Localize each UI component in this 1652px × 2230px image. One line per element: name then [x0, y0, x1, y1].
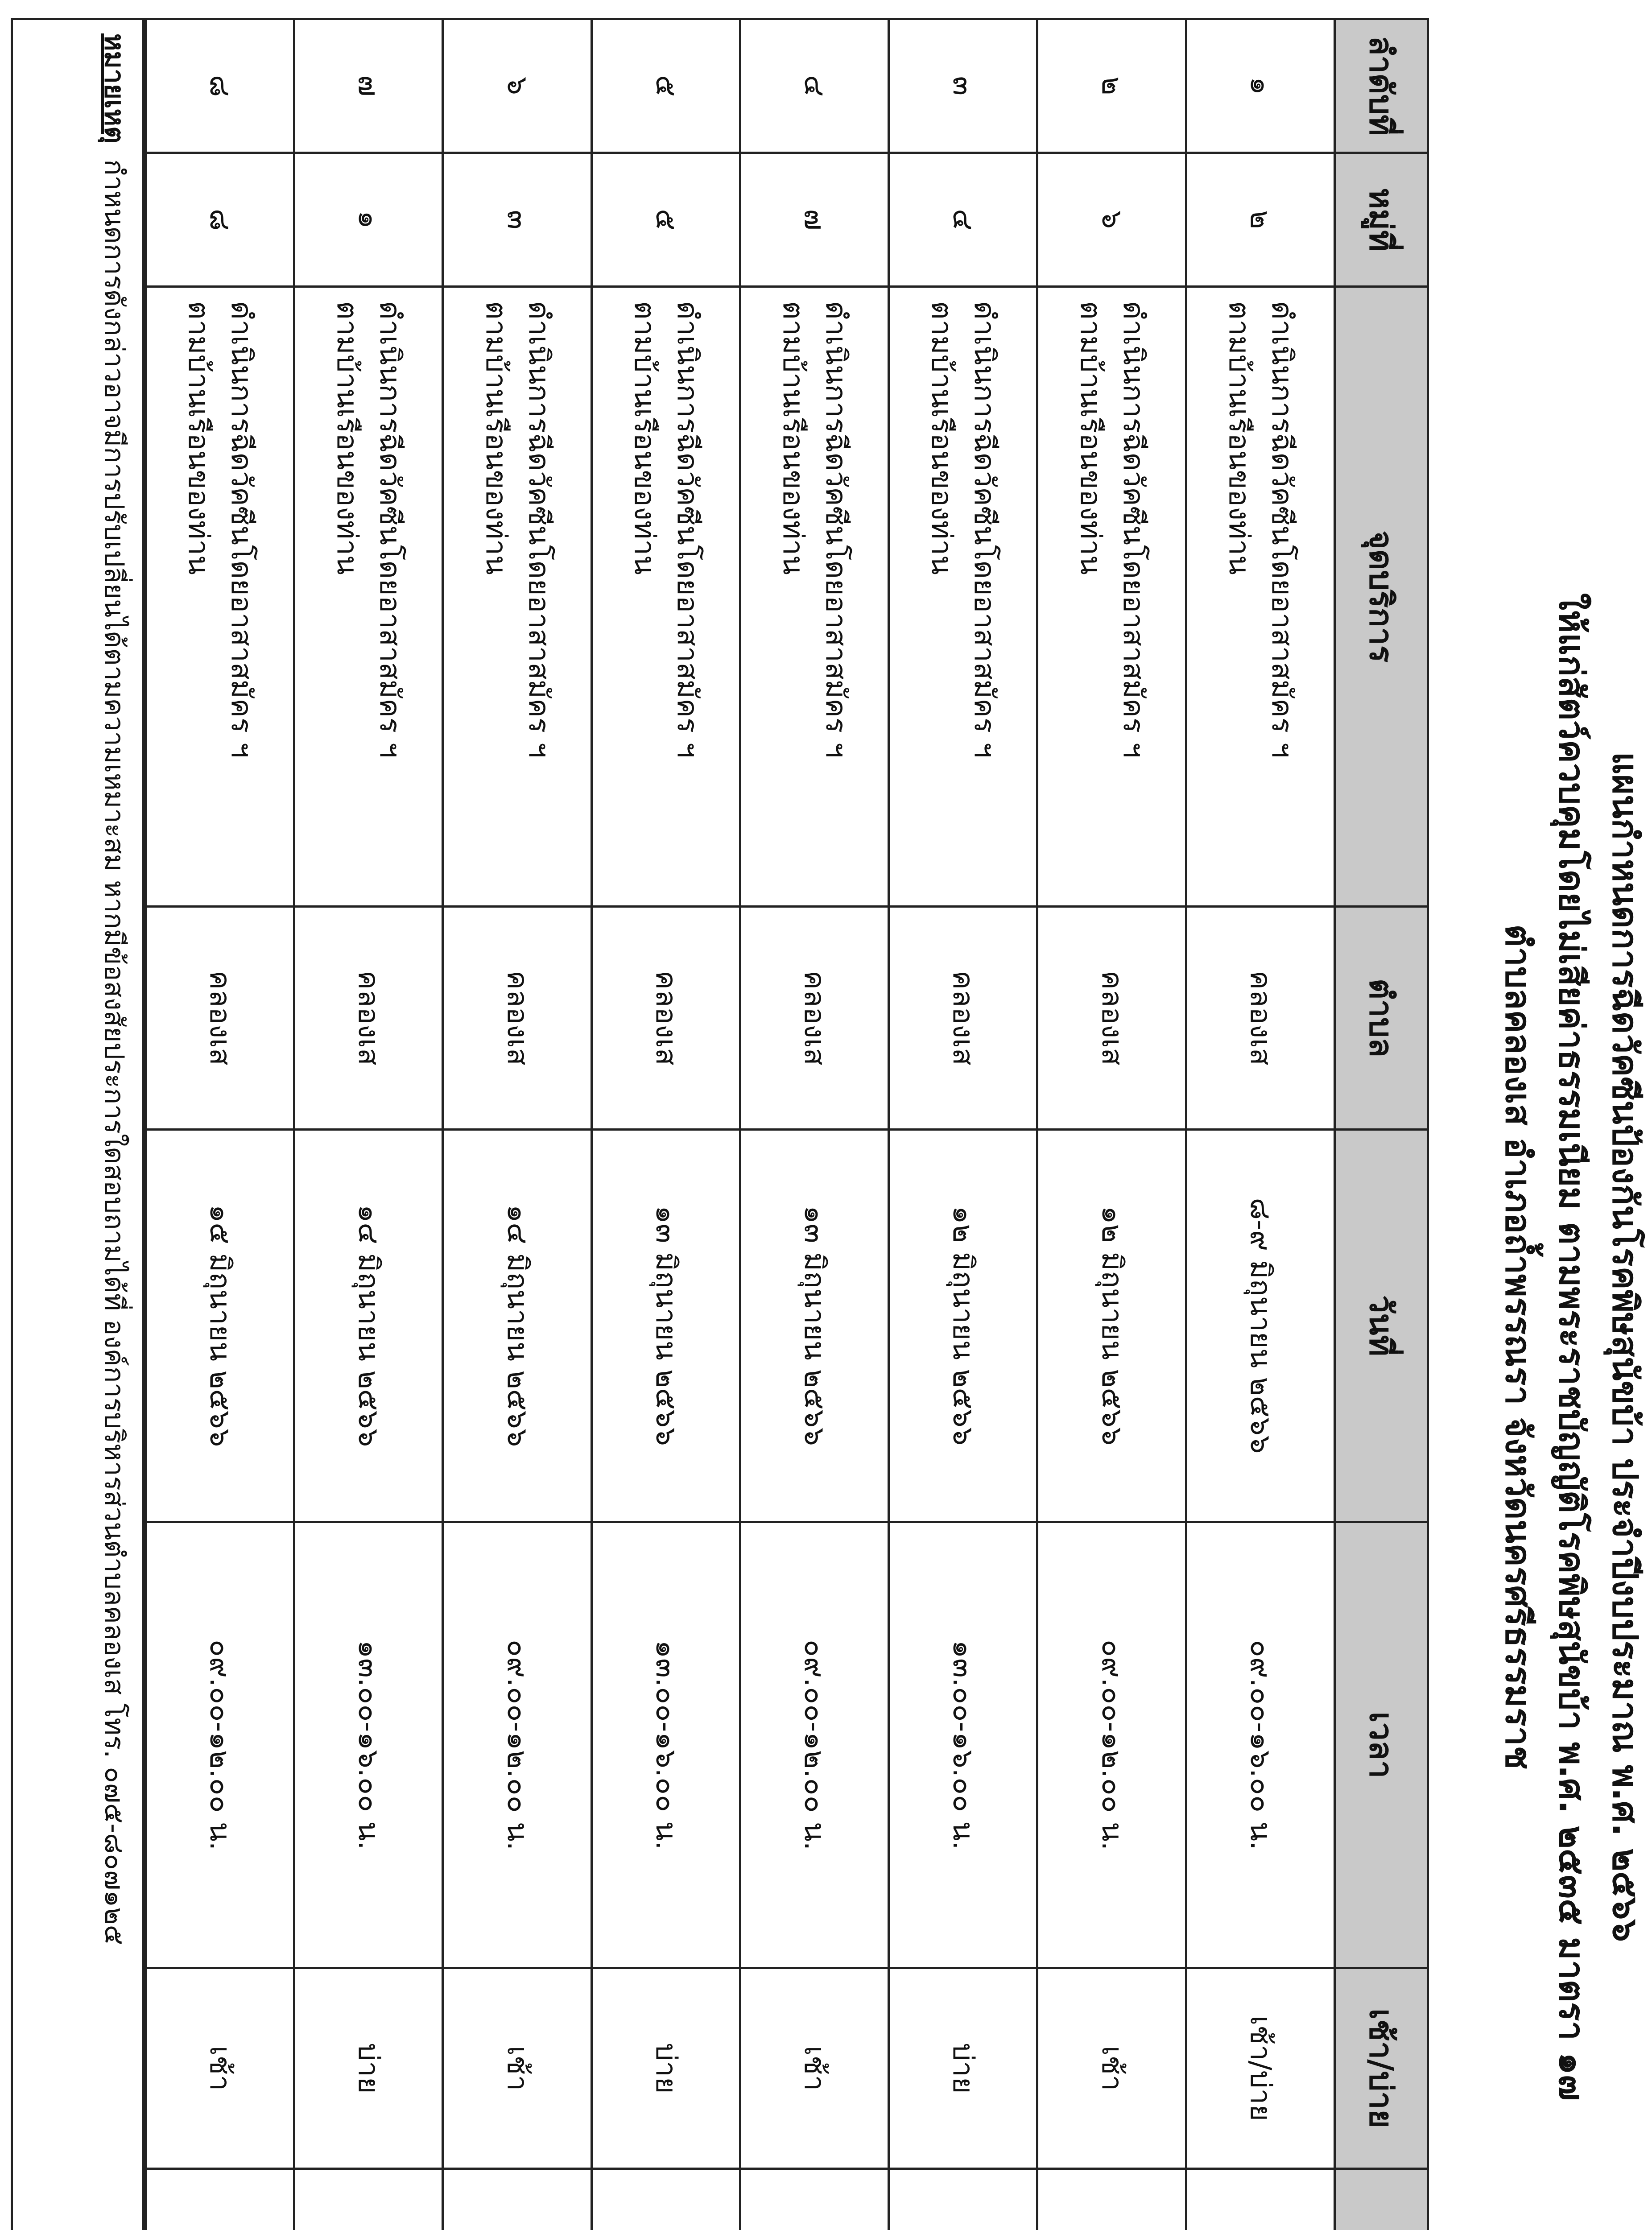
table-row	[294, 19, 443, 2230]
cell-village: ๘	[146, 153, 294, 287]
cell-subdistrict: คลองเส	[1186, 907, 1334, 1130]
service-line-1: ดำเนินการฉีดวัคซีนโดยอาสาสมัคร ฯ	[1265, 301, 1298, 758]
cell-period: บ่าย	[889, 1968, 1037, 2169]
cell-subdistrict: คลองเส	[443, 907, 591, 1130]
cell-time: ๑๓.๐๐-๑๖.๐๐ น.	[889, 1522, 1037, 1968]
table-row	[443, 19, 591, 2230]
cell-remark	[146, 2169, 294, 2230]
cell-village: ๓	[443, 153, 591, 287]
service-line-2: ตามบ้านเรือนของท่าน	[776, 301, 810, 575]
cell-time: ๐๙.๐๐-๑๒.๐๐ น.	[1037, 1522, 1186, 1968]
cell-remark	[1186, 2169, 1334, 2230]
table-row	[146, 19, 294, 2230]
header-remark	[1335, 2169, 1428, 2230]
cell-seq: ๘	[146, 19, 294, 153]
cell-period: เช้า	[1037, 1968, 1186, 2169]
cell-period: บ่าย	[294, 1968, 443, 2169]
cell-period: เช้า	[740, 1968, 889, 2169]
footnote-label: หมายเหตุ	[99, 33, 130, 144]
table-header-row	[1335, 19, 1428, 2230]
cell-service	[591, 287, 740, 907]
cell-subdistrict: คลองเส	[740, 907, 889, 1130]
service-line-1: ดำเนินการฉีดวัคซีนโดยอาสาสมัคร ฯ	[968, 301, 1001, 758]
cell-remark	[740, 2169, 889, 2230]
cell-service	[294, 287, 443, 907]
cell-remark	[294, 2169, 443, 2230]
header-village: หมู่ที่	[1335, 153, 1428, 287]
cell-subdistrict: คลองเส	[146, 907, 294, 1130]
cell-service	[889, 287, 1037, 907]
cell-date: ๑๓ มิถุนายน ๒๕๖๖	[740, 1130, 889, 1522]
header-service: จุดบริการ	[1335, 287, 1428, 907]
cell-remark	[889, 2169, 1037, 2230]
service-line-1: ดำเนินการฉีดวัคซีนโดยอาสาสมัคร ฯ	[522, 301, 555, 758]
cell-village: ๒	[1186, 153, 1334, 287]
table-row	[591, 19, 740, 2230]
header-period: เช้า/บ่าย	[1335, 1968, 1428, 2169]
cell-seq: ๔	[740, 19, 889, 153]
cell-date: ๑๕ มิถุนายน ๒๕๖๖	[146, 1130, 294, 1522]
service-line-2: ตามบ้านเรือนของท่าน	[1074, 301, 1107, 575]
service-line-1: ดำเนินการฉีดวัคซีนโดยอาสาสมัคร ฯ	[225, 301, 258, 758]
table-row	[889, 19, 1037, 2230]
service-line-2: ตามบ้านเรือนของท่าน	[182, 301, 215, 575]
cell-period: บ่าย	[591, 1968, 740, 2169]
cell-period: เช้า/บ่าย	[1186, 1968, 1334, 2169]
footnote-text: กำหนดการดังกล่าวอาจมีการปรับเปลี่ยนได้ตามความเหมาะสม หากมีข้อสงสัยประการใดสอบถามได้ที่ องค์การบริหารส่วนตำบลคลองเส โทร. ๐๗๕-๘๐๗๑๒๕	[99, 159, 130, 1945]
document-title-line-3: ตำบลคลองเส อำเภอถ้ำพรรณรา จังหวัดนครศรีธรรมราช	[1498, 924, 1538, 1770]
cell-service	[443, 287, 591, 907]
cell-time: ๑๓.๐๐-๑๖.๐๐ น.	[294, 1522, 443, 1968]
cell-village: ๔	[889, 153, 1037, 287]
cell-time: ๐๙.๐๐-๑๖.๐๐ น.	[1186, 1522, 1334, 1968]
service-line-1: ดำเนินการฉีดวัคซีนโดยอาสาสมัคร ฯ	[670, 301, 704, 758]
header-time: เวลา	[1335, 1522, 1428, 1968]
cell-period: เช้า	[146, 1968, 294, 2169]
cell-seq: ๒	[1037, 19, 1186, 153]
table-row	[740, 19, 889, 2230]
cell-date: ๑๒ มิถุนายน ๒๕๖๖	[889, 1130, 1037, 1522]
footnote	[11, 18, 145, 2230]
header-subdistrict: ตำบล	[1335, 907, 1428, 1130]
cell-village: ๑	[294, 153, 443, 287]
header-seq: ลำดับที่	[1335, 19, 1428, 153]
service-line-2: ตามบ้านเรือนของท่าน	[925, 301, 958, 575]
cell-service	[146, 287, 294, 907]
vaccination-schedule-table	[145, 18, 1429, 2230]
cell-village: ๕	[591, 153, 740, 287]
cell-subdistrict: คลองเส	[294, 907, 443, 1130]
cell-village: ๗	[740, 153, 889, 287]
header-date: วันที่	[1335, 1130, 1428, 1522]
cell-time: ๐๙.๐๐-๑๒.๐๐ น.	[740, 1522, 889, 1968]
cell-seq: ๗	[294, 19, 443, 153]
cell-remark	[443, 2169, 591, 2230]
cell-service	[740, 287, 889, 907]
cell-remark	[1037, 2169, 1186, 2230]
document-title-line-1: แผนกำหนดการฉีดวัคซีนป้องกันโรคพิษสุนัขบ้า ประจำปีงบประมาณ พ.ศ. ๒๕๖๖	[1605, 752, 1645, 1942]
cell-date: ๑๔ มิถุนายน ๒๕๖๖	[294, 1130, 443, 1522]
table-row	[1037, 19, 1186, 2230]
cell-service	[1037, 287, 1186, 907]
cell-seq: ๓	[889, 19, 1037, 153]
cell-time: ๑๓.๐๐-๑๖.๐๐ น.	[591, 1522, 740, 1968]
cell-subdistrict: คลองเส	[591, 907, 740, 1130]
cell-date: ๑๓ มิถุนายน ๒๕๖๖	[591, 1130, 740, 1522]
service-line-2: ตามบ้านเรือนของท่าน	[628, 301, 661, 575]
cell-village: ๖	[1037, 153, 1186, 287]
service-line-2: ตามบ้านเรือนของท่าน	[479, 301, 512, 575]
service-line-1: ดำเนินการฉีดวัคซีนโดยอาสาสมัคร ฯ	[1116, 301, 1150, 758]
cell-period: เช้า	[443, 1968, 591, 2169]
cell-subdistrict: คลองเส	[1037, 907, 1186, 1130]
cell-remark	[591, 2169, 740, 2230]
cell-date: ๑๒ มิถุนายน ๒๕๖๖	[1037, 1130, 1186, 1522]
table-row	[1186, 19, 1334, 2230]
cell-service	[1186, 287, 1334, 907]
service-line-1: ดำเนินการฉีดวัคซีนโดยอาสาสมัคร ฯ	[819, 301, 853, 758]
service-line-1: ดำเนินการฉีดวัคซีนโดยอาสาสมัคร ฯ	[373, 301, 407, 758]
cell-subdistrict: คลองเส	[889, 907, 1037, 1130]
cell-date: ๘-๙ มิถุนายน ๒๕๖๖	[1186, 1130, 1334, 1522]
service-line-2: ตามบ้านเรือนของท่าน	[330, 301, 364, 575]
cell-time: ๐๙.๐๐-๑๒.๐๐ น.	[146, 1522, 294, 1968]
cell-time: ๐๙.๐๐-๑๒.๐๐ น.	[443, 1522, 591, 1968]
service-line-2: ตามบ้านเรือนของท่าน	[1222, 301, 1256, 575]
cell-date: ๑๔ มิถุนายน ๒๕๖๖	[443, 1130, 591, 1522]
document-title-line-2: ให้แก่สัตว์ควบคุมโดยไม่เสียค่าธรรมเนียม ตามพระราชบัญญัติโรคพิษสุนัขบ้า พ.ศ. ๒๕๓๕ มาตรา ๑๗	[1551, 593, 1591, 2101]
cell-seq: ๖	[443, 19, 591, 153]
cell-seq: ๕	[591, 19, 740, 153]
cell-seq: ๑	[1186, 19, 1334, 153]
